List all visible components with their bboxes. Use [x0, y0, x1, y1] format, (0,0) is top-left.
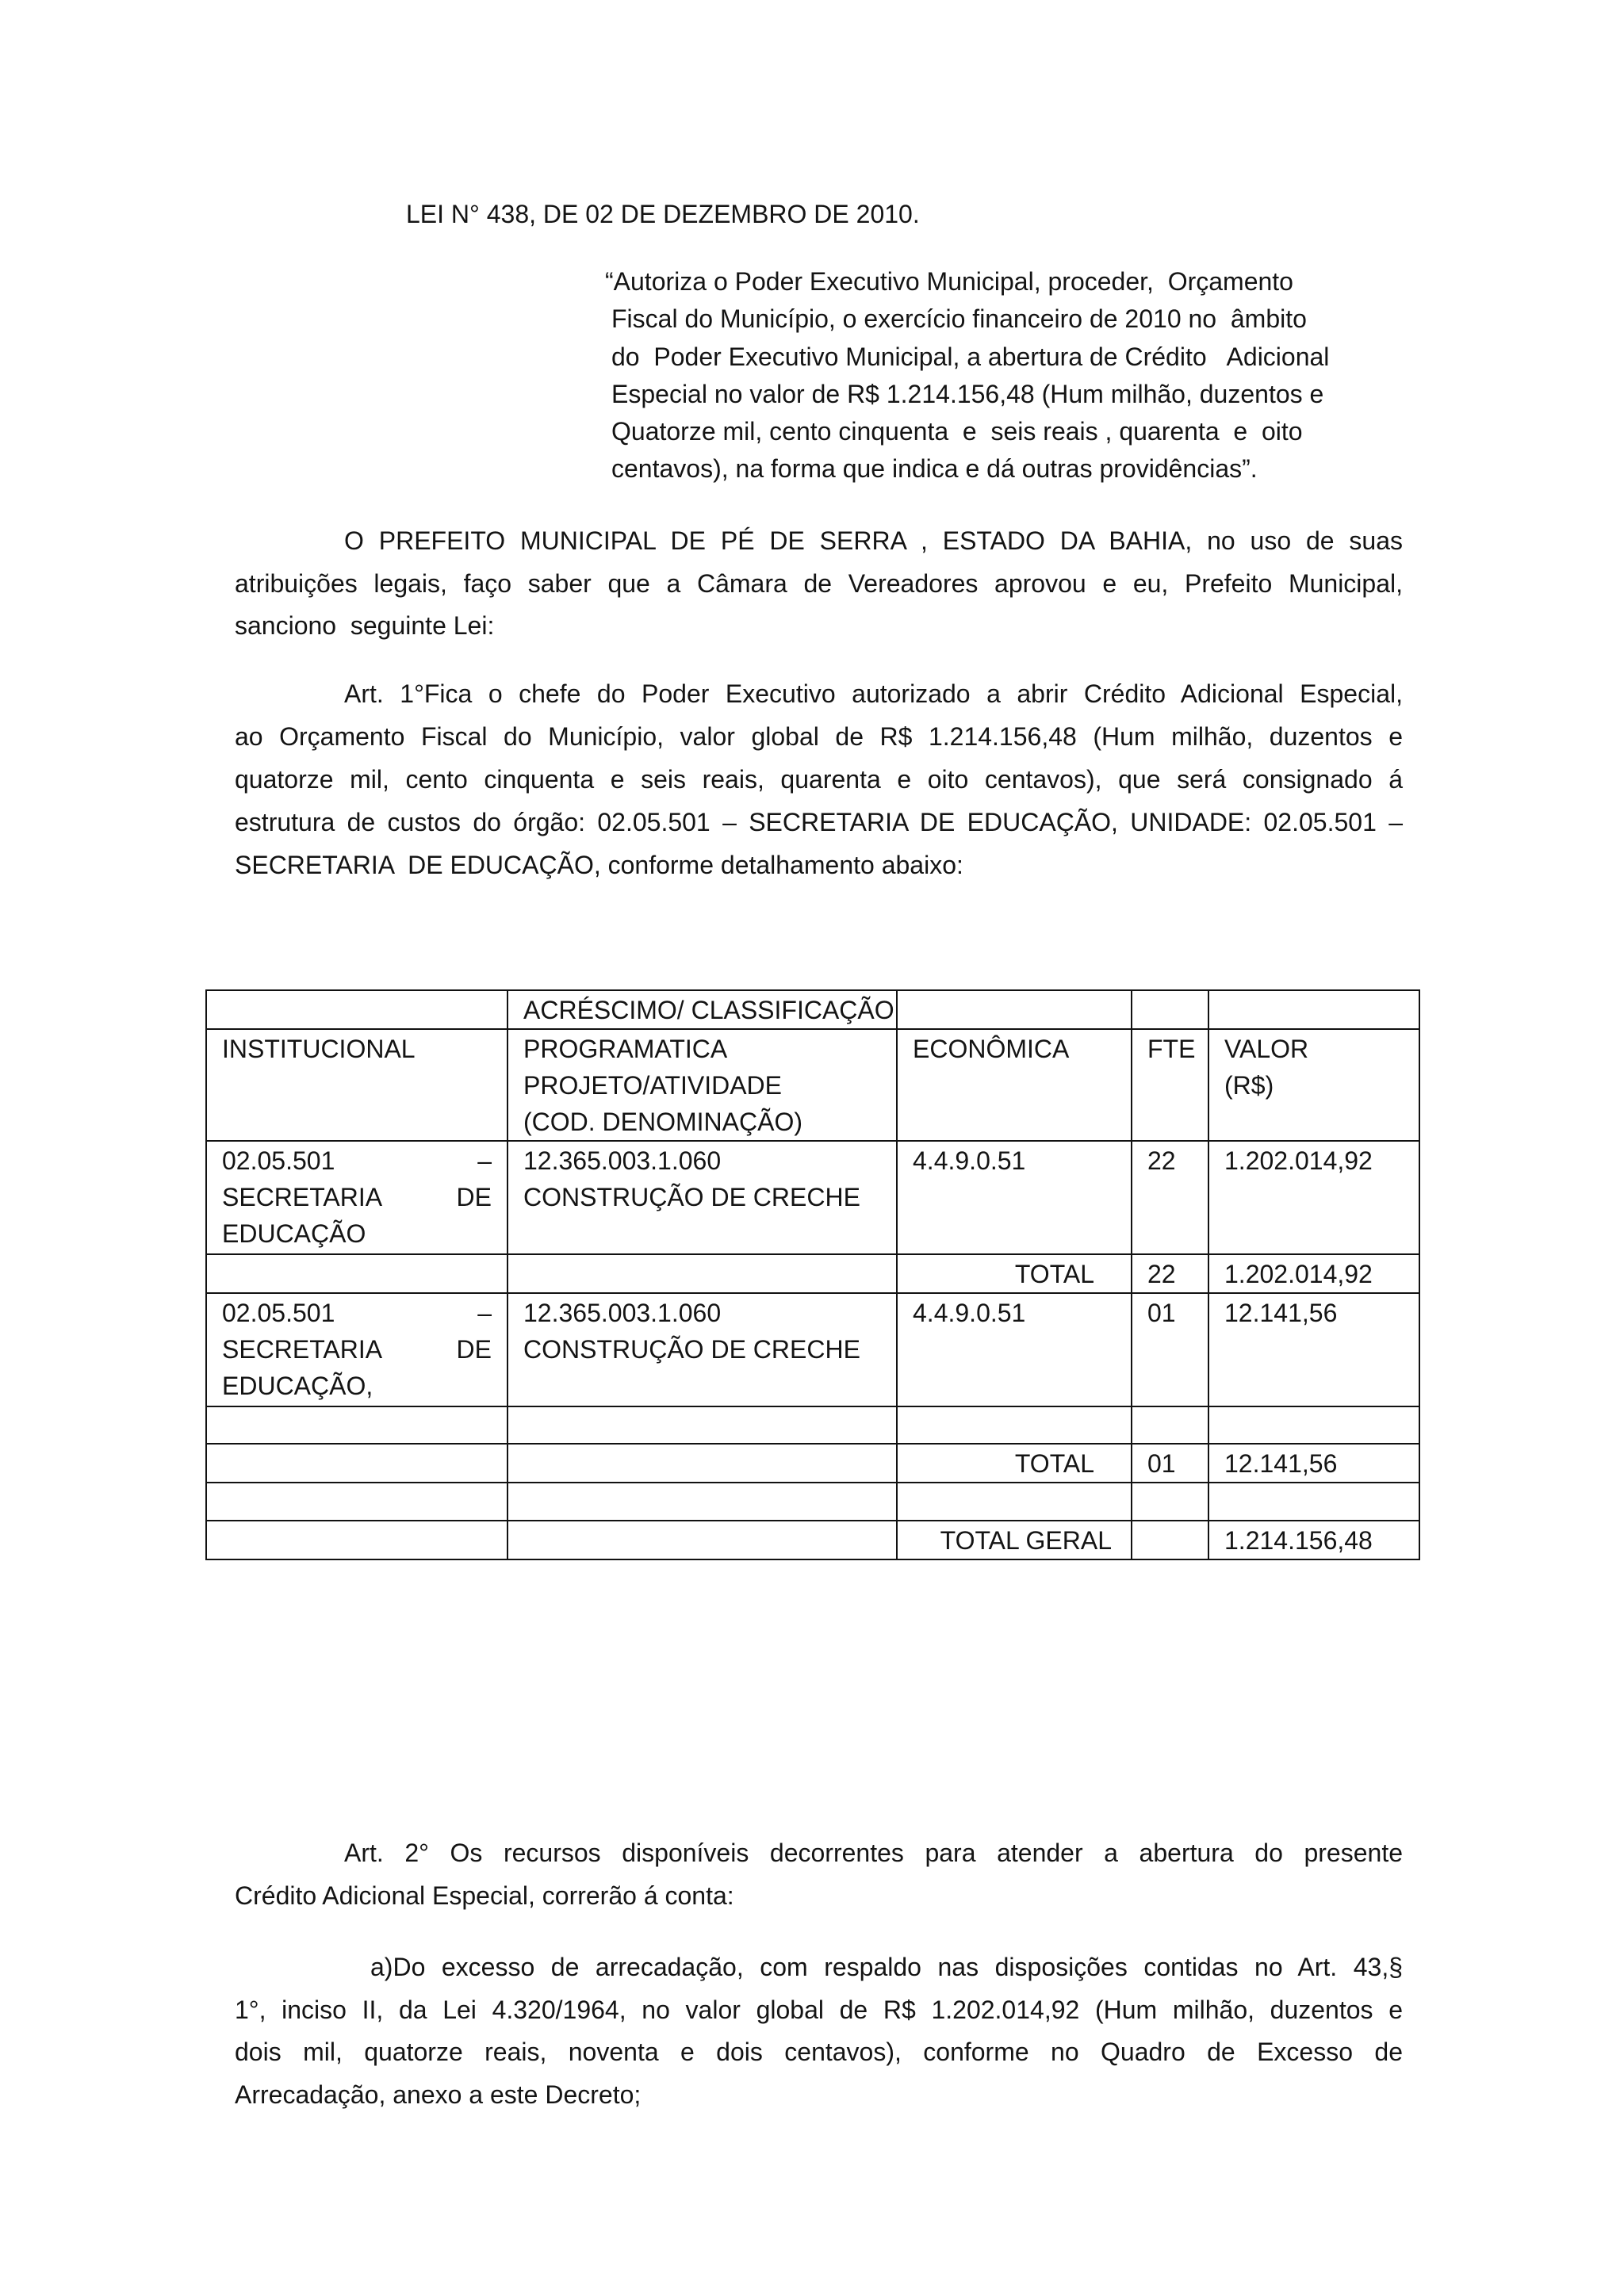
empty-row	[206, 1483, 1419, 1521]
header-fte	[1132, 1029, 1208, 1141]
paragraph-line: Arrecadação, anexo a este Decreto;	[235, 2080, 642, 2109]
paragraph-line: ao Orçamento Fiscal do Município, valor global de R$ 1.214.156,48 (Hum milhão, duzentos e	[235, 722, 1403, 751]
subtotal-row	[206, 1254, 1419, 1293]
table-cell-empty	[1208, 1406, 1419, 1444]
cell-line: 12.365.003.1.060	[523, 1146, 722, 1175]
cell-economica: 4.4.9.0.51	[897, 1141, 1132, 1254]
paragraph-line: sanciono seguinte Lei:	[235, 611, 495, 640]
cell-valor: 1.202.014,92	[1208, 1254, 1419, 1293]
table-cell-empty	[206, 1521, 508, 1559]
cell-economica: 4.4.9.0.51	[897, 1293, 1132, 1406]
header-label: (R$)	[1224, 1071, 1274, 1100]
header-label: FTE	[1147, 1035, 1196, 1063]
header-acrescimo-classificacao: ACRÉSCIMO/ CLASSIFICAÇÃO	[508, 990, 897, 1029]
table-cell-empty	[1132, 1483, 1208, 1521]
table-cell-empty	[206, 1406, 508, 1444]
preamble-paragraph	[235, 520, 1403, 648]
header-programatica	[508, 1029, 897, 1141]
grand-total-valor: 1.214.156,48	[1208, 1521, 1419, 1559]
paragraph-line: quatorze mil, cento cinquenta e seis reais, quarenta e oito centavos), que será consignado á	[235, 765, 1403, 794]
cell-line: EDUCAÇÃO,	[222, 1372, 373, 1400]
table-cell-empty	[508, 1521, 897, 1559]
table-cell-empty	[508, 1406, 897, 1444]
table-cell-empty	[897, 1483, 1132, 1521]
table-header-row	[206, 1029, 1419, 1141]
cell-institucional	[206, 1293, 508, 1406]
grand-total-label: TOTAL GERAL	[897, 1521, 1132, 1559]
cell-fte: 01	[1132, 1293, 1208, 1406]
cell-line: 02.05.501 –	[222, 1146, 492, 1175]
cell-programatica	[508, 1141, 897, 1254]
paragraph-line: O PREFEITO MUNICIPAL DE PÉ DE SERRA , ESTADO DA BAHIA, no uso de suas	[344, 526, 1403, 555]
table-cell-empty	[206, 1444, 508, 1483]
table-cell-empty	[206, 1483, 508, 1521]
paragraph-line: Art. 1°Fica o chefe do Poder Executivo autorizado a abrir Crédito Adicional Especial,	[344, 679, 1403, 708]
article-2-paragraph	[235, 1831, 1403, 1917]
table-cell-empty	[508, 1444, 897, 1483]
paragraph-line: SECRETARIA DE EDUCAÇÃO, conforme detalhamento abaixo:	[235, 851, 963, 879]
law-summary	[605, 263, 1330, 488]
paragraph-line: estrutura de custos do órgão: 02.05.501 – SECRETARIA DE EDUCAÇÃO, UNIDADE: 02.05.501 –	[235, 808, 1403, 836]
budget-table	[205, 989, 1420, 1560]
header-valor	[1208, 1029, 1419, 1141]
table-cell-empty	[1208, 1483, 1419, 1521]
table-cell-empty	[508, 1254, 897, 1293]
paragraph-line: 1°, inciso II, da Lei 4.320/1964, no valor global de R$ 1.202.014,92 (Hum milhão, duzentos e	[235, 1995, 1403, 2024]
header-label: VALOR	[1224, 1035, 1309, 1063]
table-row	[206, 1141, 1419, 1254]
table-cell-empty	[1132, 990, 1208, 1029]
cell-institucional	[206, 1141, 508, 1254]
cell-line: CONSTRUÇÃO DE CRECHE	[523, 1335, 860, 1364]
table-cell-empty	[897, 990, 1132, 1029]
cell-fte: 01	[1132, 1444, 1208, 1483]
cell-line: SECRETARIA DE	[222, 1183, 492, 1211]
cell-line: 02.05.501 –	[222, 1299, 492, 1327]
summary-line: do Poder Executivo Municipal, a abertura de Crédito Adicional	[611, 342, 1330, 371]
summary-line: Fiscal do Município, o exercício financeiro de 2010 no âmbito	[611, 304, 1307, 334]
empty-row	[206, 1406, 1419, 1444]
cell-line: EDUCAÇÃO	[222, 1219, 366, 1248]
summary-line: centavos), na forma que indica e dá outras providências”.	[611, 454, 1258, 484]
article-1-paragraph	[235, 672, 1403, 886]
subtotal-label: TOTAL	[897, 1444, 1132, 1483]
header-label: ECONÔMICA	[913, 1035, 1070, 1063]
paragraph-line: atribuições legais, faço saber que a Câmara de Vereadores aprovou e eu, Prefeito Municipal,	[235, 568, 1403, 598]
cell-valor: 1.202.014,92	[1208, 1141, 1419, 1254]
cell-valor: 12.141,56	[1208, 1293, 1419, 1406]
table-cell-empty	[897, 1406, 1132, 1444]
table-cell-empty	[1132, 1406, 1208, 1444]
table-cell-empty	[1132, 1521, 1208, 1559]
header-label: PROJETO/ATIVIDADE	[523, 1071, 782, 1100]
cell-fte: 22	[1132, 1254, 1208, 1293]
cell-line: SECRETARIA DE	[222, 1335, 492, 1364]
paragraph-line: Crédito Adicional Especial, correrão á conta:	[235, 1881, 734, 1910]
header-label: INSTITUCIONAL	[222, 1035, 416, 1063]
summary-line: Especial no valor de R$ 1.214.156,48 (Hum milhão, duzentos e	[611, 379, 1324, 408]
subtotal-label: TOTAL	[897, 1254, 1132, 1293]
summary-line: Quatorze mil, cento cinquenta e seis reais , quarenta e oito	[611, 417, 1303, 446]
table-cell-empty	[206, 990, 508, 1029]
table-cell-empty	[1208, 990, 1419, 1029]
header-economica	[897, 1029, 1132, 1141]
paragraph-line: dois mil, quatorze reais, noventa e dois centavos), conforme no Quadro de Excesso de	[235, 2038, 1403, 2066]
header-label: PROGRAMATICA	[523, 1035, 728, 1063]
paragraph-line: Art. 2° Os recursos disponíveis decorrentes para atender a abertura do presente	[344, 1839, 1403, 1867]
subtotal-row	[206, 1444, 1419, 1483]
header-label: (COD. DENOMINAÇÃO)	[523, 1108, 802, 1136]
cell-fte: 22	[1132, 1141, 1208, 1254]
cell-valor: 12.141,56	[1208, 1444, 1419, 1483]
grand-total-row	[206, 1521, 1419, 1559]
table-cell-empty	[508, 1483, 897, 1521]
cell-line: 12.365.003.1.060	[523, 1299, 722, 1327]
cell-line: CONSTRUÇÃO DE CRECHE	[523, 1183, 860, 1211]
summary-line: “Autoriza o Poder Executivo Municipal, proceder, Orçamento	[605, 267, 1293, 296]
table-header-row-top	[206, 990, 1419, 1029]
header-institucional	[206, 1029, 508, 1141]
cell-programatica	[508, 1293, 897, 1406]
item-a-paragraph	[235, 1946, 1403, 2116]
law-title: LEI N° 438, DE 02 DE DEZEMBRO DE 2010.	[406, 200, 920, 228]
table-row	[206, 1293, 1419, 1406]
table-cell-empty	[206, 1254, 508, 1293]
paragraph-line: a)Do excesso de arrecadação, com respaldo nas disposições contidas no Art. 43,§	[370, 1953, 1403, 1981]
